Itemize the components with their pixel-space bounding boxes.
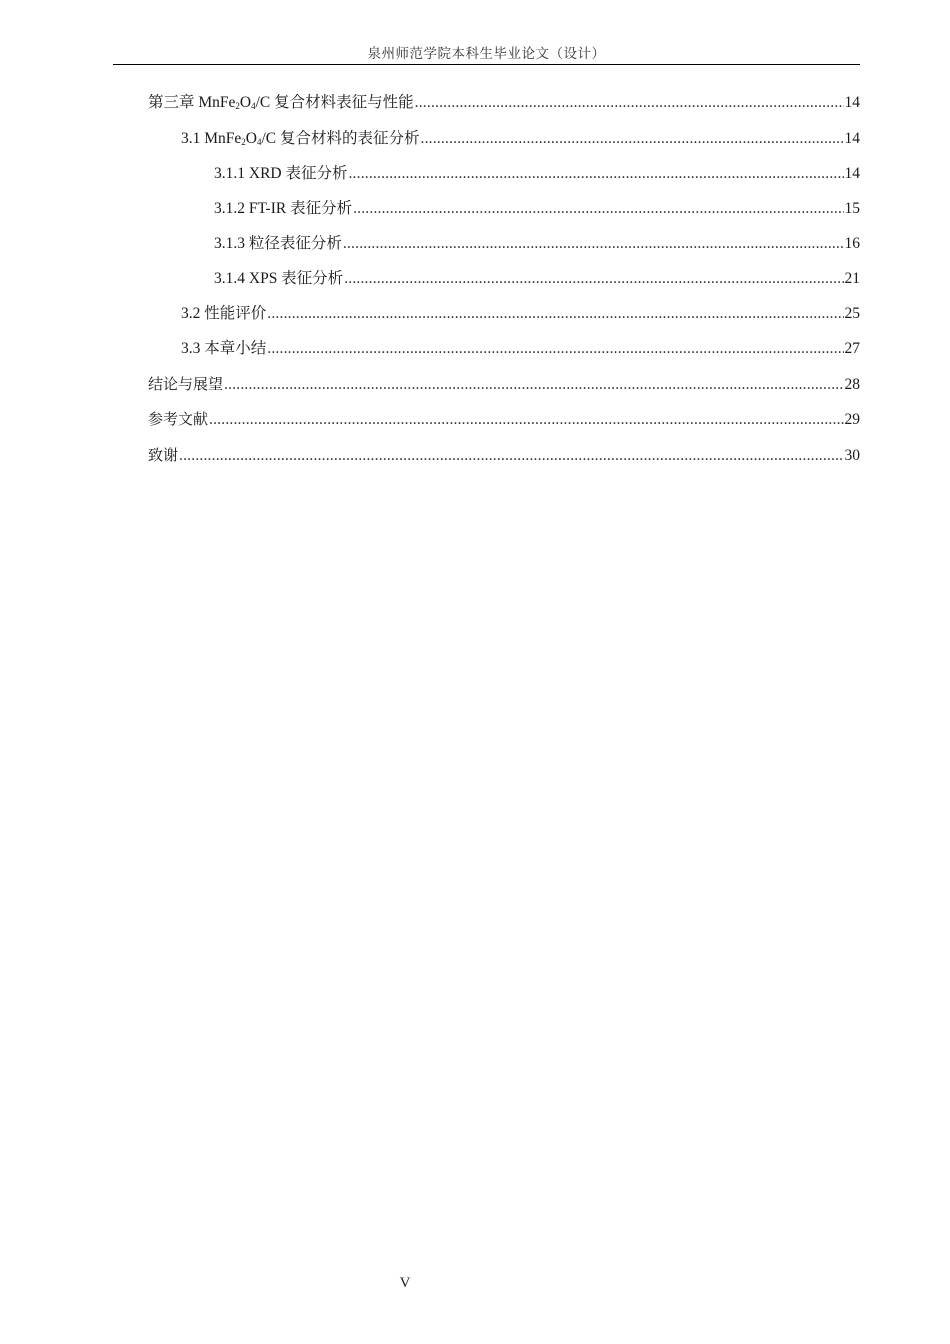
toc-entry-title: 3.1.2 FT-IR 表征分析: [214, 200, 353, 217]
toc-entry-3-1-1[interactable]: [214, 163, 860, 185]
toc-entry-title: 3.1.4 XPS 表征分析: [214, 270, 344, 287]
toc-entry-3-1-3[interactable]: [214, 233, 860, 255]
toc-entry-title: 第三章 $MnFe_2O_4/C$ 复合材料表征与性能: [148, 94, 414, 111]
toc-entry-title: 3.2 性能评价: [181, 305, 267, 322]
toc-leader-dots: [224, 374, 843, 396]
page-header: [113, 45, 860, 65]
toc-entry-title: 结论与展望: [148, 375, 224, 393]
toc-page-number: 25: [844, 305, 860, 322]
toc-leader-dots: [344, 268, 843, 290]
header-title: 泉州师范学院本科生毕业论文（设计）: [367, 46, 606, 61]
toc-entry-3-3[interactable]: [181, 338, 860, 360]
toc-entry-chapter-3[interactable]: [148, 92, 860, 114]
toc-page-number: 27: [844, 340, 860, 357]
toc-leader-dots: [209, 409, 843, 431]
toc-entry-title: 3.1 $MnFe_2O_4/C$ 复合材料的表征分析: [181, 130, 420, 147]
toc-leader-dots: [353, 198, 843, 220]
toc-leader-dots: [421, 128, 844, 150]
toc-entry-3-1-2[interactable]: [214, 198, 860, 220]
toc-entry-acknowledgements[interactable]: [148, 444, 860, 466]
toc-leader-dots: [348, 163, 843, 185]
toc-leader-dots: [179, 445, 843, 467]
toc-page-number: 16: [844, 235, 860, 252]
toc-leader-dots: [415, 92, 844, 114]
toc-entry-title: 致谢: [148, 446, 179, 464]
toc-entry-3-1[interactable]: [181, 128, 860, 150]
toc-leader-dots: [343, 233, 844, 255]
toc-page-number: 14: [844, 94, 860, 111]
toc-leader-dots: [267, 338, 843, 360]
toc-entry-title: 参考文献: [148, 410, 209, 428]
toc-entry-title: 3.1.1 XRD 表征分析: [214, 165, 348, 182]
toc-page-number: 28: [844, 376, 860, 393]
toc-page-number: 21: [844, 270, 860, 287]
toc-page-number: 15: [844, 200, 860, 217]
toc-page-number: 14: [844, 130, 860, 147]
toc-page-number: 30: [844, 447, 860, 464]
toc-entry-title: 3.1.3 粒径表征分析: [214, 235, 342, 252]
toc-page-number: 29: [844, 411, 860, 428]
toc-entry-3-2[interactable]: [181, 303, 860, 325]
toc-entry-conclusion[interactable]: [148, 373, 860, 395]
toc-entry-title: 3.3 本章小结: [181, 340, 267, 357]
toc-leader-dots: [267, 303, 843, 325]
toc-entry-references[interactable]: [148, 408, 860, 430]
toc-entry-3-1-4[interactable]: [214, 268, 860, 290]
toc-page-number: 14: [844, 165, 860, 182]
page-number-footer: V: [399, 1275, 411, 1291]
